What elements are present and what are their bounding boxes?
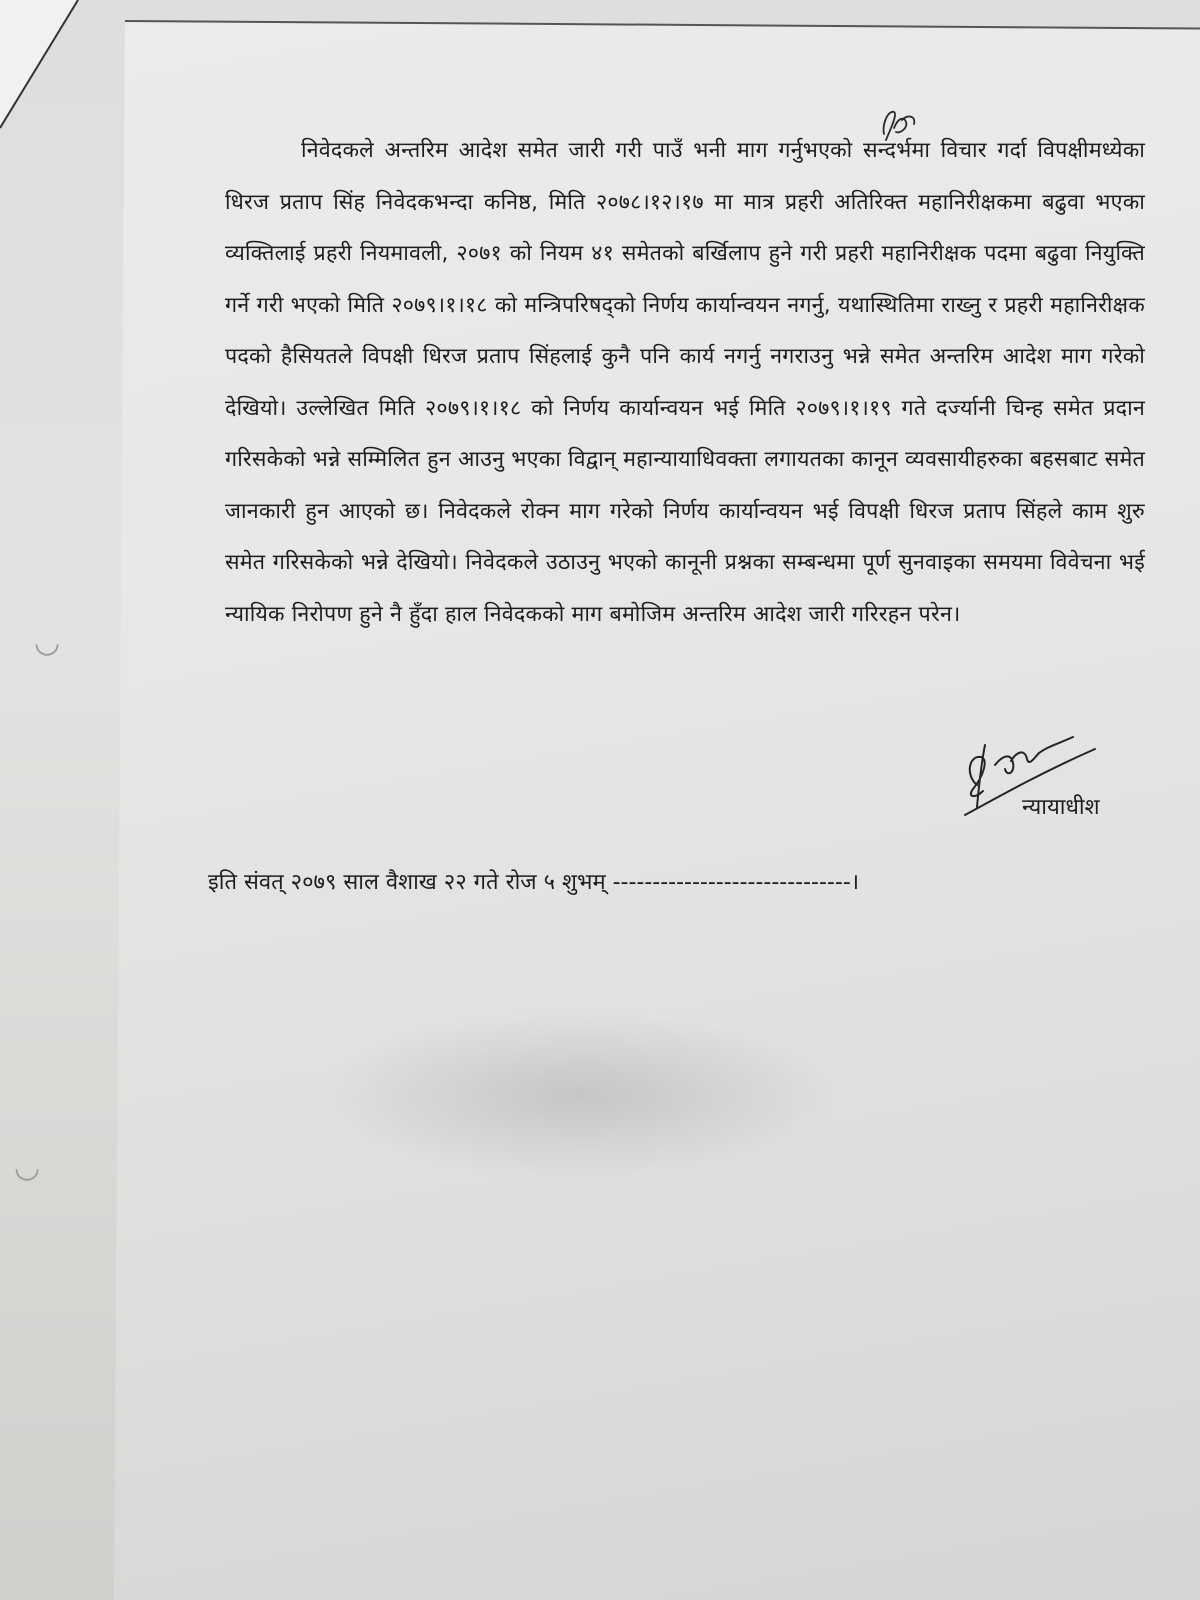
phone-shadow [320,1010,840,1180]
closing-date-line: इति संवत् २०७९ साल वैशाख २२ गते रोज ५ शुभम् ------------------------------। [208,870,860,895]
hole-punch-mark: ◡ [34,625,61,660]
hole-punch-mark: ◡ [14,1150,41,1185]
order-paragraph: निवेदकले अन्तरिम आदेश समेत जारी गरी पाउँ भनी माग गर्नुभएको सन्दर्भमा विचार गर्दा विपक्षीमध्येका धिरज प्रताप सिंह निवेदकभन्दा कनिष्ठ, मिति २०७८।१२।१७ मा मात्र प्रहरी अतिरिक्त महानिरीक्षकमा बढुवा भएका व्यक्तिलाई प्रहरी नियमावली, २०७१ को नियम ४१ समेतको बर्खिलाप हुने गरी प्रहरी महानिरीक्षक पदमा बढुवा नियुक्ति गर्ने गरी भएको मिति २०७९।१।१८ को मन्त्रिपरिषद्को निर्णय कार्यान्वयन नगर्नु, यथास्थितिमा राख्नु र प्रहरी महानिरीक्षक पदको हैसियतले विपक्षी धिरज प्रताप सिंहलाई कुनै पनि कार्य नगर्नु नगराउनु भन्ने समेत अन्तरिम आदेश माग गरेको देखियो। उल्लेखित मिति २०७९।१।१८ को निर्णय कार्यान्वयन भई मिति २०७९।१।१९ गते दर्ज्यानी चिन्ह समेत प्रदान गरिसकेको भन्ने सम्मिलित हुन आउनु भएका विद्वान् महान्यायाधिवक्ता लगायतका कानून व्यवसायीहरुका बहसबाट समेत जानकारी हुन आएको छ। निवेदकले रोक्न माग गरेको निर्णय कार्यान्वयन भई विपक्षी धिरज प्रताप सिंहले काम शुरु समेत गरिसकेको भन्ने देखियो। निवेदकले उठाउनु भएको कानूनी प्रश्नका सम्बन्धमा पूर्ण सुनवाइका समयमा विवेचना भई न्यायिक निरोपण हुने नै हुँदा हाल निवेदकको माग बमोजिम अन्तरिम आदेश जारी गरिरहन परेन। [225,138,1145,627]
judge-title: न्यायाधीश [1022,795,1100,820]
